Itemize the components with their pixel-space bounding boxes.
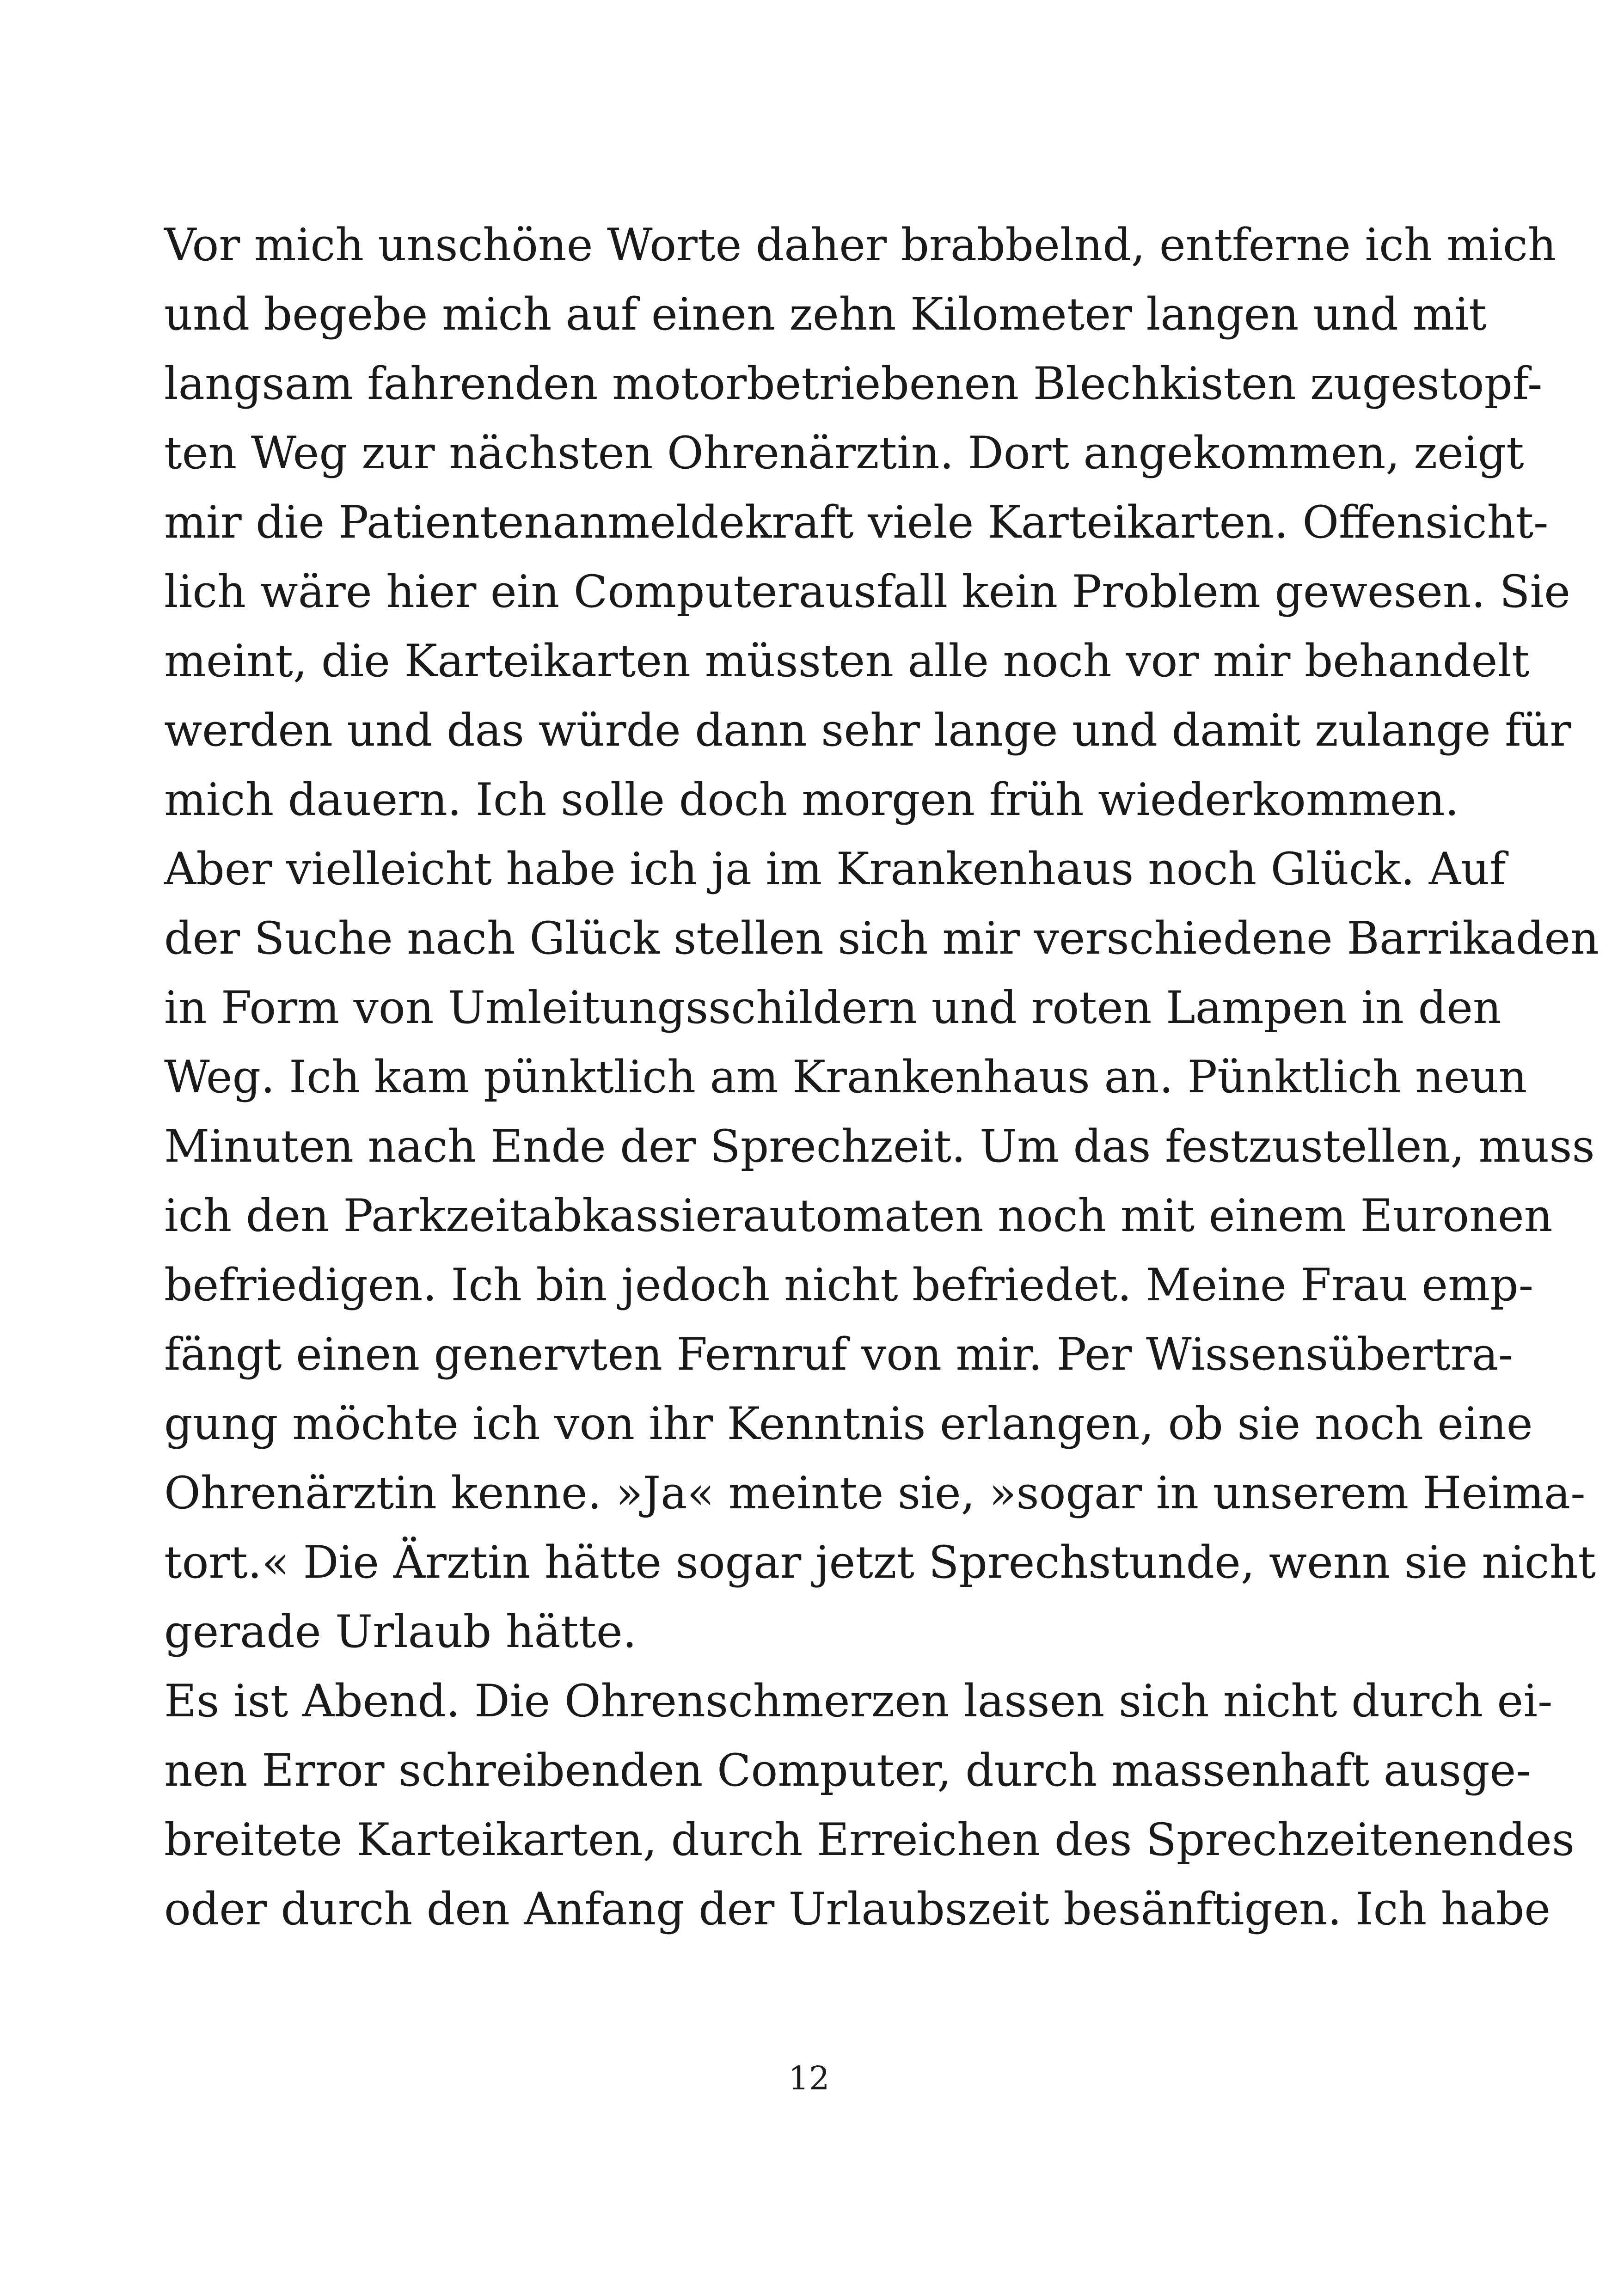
text-line: Weg. Ich kam pünktlich am Krankenhaus an. Pünktlich neun (164, 1051, 1527, 1103)
text-line: fängt einen genervten Fernruf von mir. Per Wissensübertra- (164, 1329, 1514, 1380)
text-line: in Form von Umleitungsschildern und roten Lampen in den (164, 982, 1502, 1034)
text-line: gung möchte ich von ihr Kenntnis erlangen, ob sie noch eine (164, 1398, 1533, 1450)
text-line: langsam fahrenden motorbetriebenen Blechkisten zugestopf- (164, 358, 1543, 410)
page-number: 12 (788, 2059, 830, 2097)
paragraph-1 (164, 210, 1599, 1666)
text-line: Ohrenärztin kenne. »Ja« meinte sie, »sogar in unserem Heima- (164, 1467, 1586, 1519)
text-line: tort.« Die Ärztin hätte sogar jetzt Sprechstunde, wenn sie nicht (164, 1537, 1596, 1588)
text-line: lich wäre hier ein Computerausfall kein Problem gewesen. Sie (164, 566, 1570, 618)
text-line: und begebe mich auf einen zehn Kilometer langen und mit (164, 288, 1487, 340)
text-line: Aber vielleicht habe ich ja im Krankenhaus noch Glück. Auf (164, 843, 1506, 895)
text-line: ich den Parkzeitabkassierautomaten noch mit einem Euronen (164, 1190, 1553, 1242)
text-line: breitete Karteikarten, durch Erreichen des Sprechzeitenendes (164, 1814, 1575, 1866)
text-line: meint, die Karteikarten müssten alle noch vor mir behandelt (164, 635, 1530, 687)
text-line: ten Weg zur nächsten Ohrenärztin. Dort angekommen, zeigt (164, 427, 1524, 479)
paragraph-2 (164, 1666, 1575, 1944)
text-line: gerade Urlaub hätte. (164, 1606, 637, 1658)
text-line: Vor mich unschöne Worte daher brabbelnd, entferne ich mich (164, 219, 1557, 271)
text-line: Es ist Abend. Die Ohrenschmerzen lassen sich nicht durch ei- (164, 1675, 1553, 1727)
text-line: nen Error schreibenden Computer, durch massenhaft ausge- (164, 1745, 1531, 1796)
text-line: mich dauern. Ich solle doch morgen früh wiederkommen. (164, 774, 1459, 826)
body-text (164, 210, 1599, 1944)
text-line: mir die Patientenanmeldekraft viele Karteikarten. Offensicht- (164, 496, 1549, 548)
text-line: Minuten nach Ende der Sprechzeit. Um das festzustellen, muss (164, 1120, 1595, 1172)
text-line: befriedigen. Ich bin jedoch nicht befriedet. Meine Frau emp- (164, 1259, 1534, 1311)
text-line: oder durch den Anfang der Urlaubszeit besänftigen. Ich habe (164, 1883, 1551, 1935)
text-line: der Suche nach Glück stellen sich mir verschiedene Barrikaden (164, 912, 1599, 964)
text-line: werden und das würde dann sehr lange und damit zulange für (164, 704, 1571, 756)
